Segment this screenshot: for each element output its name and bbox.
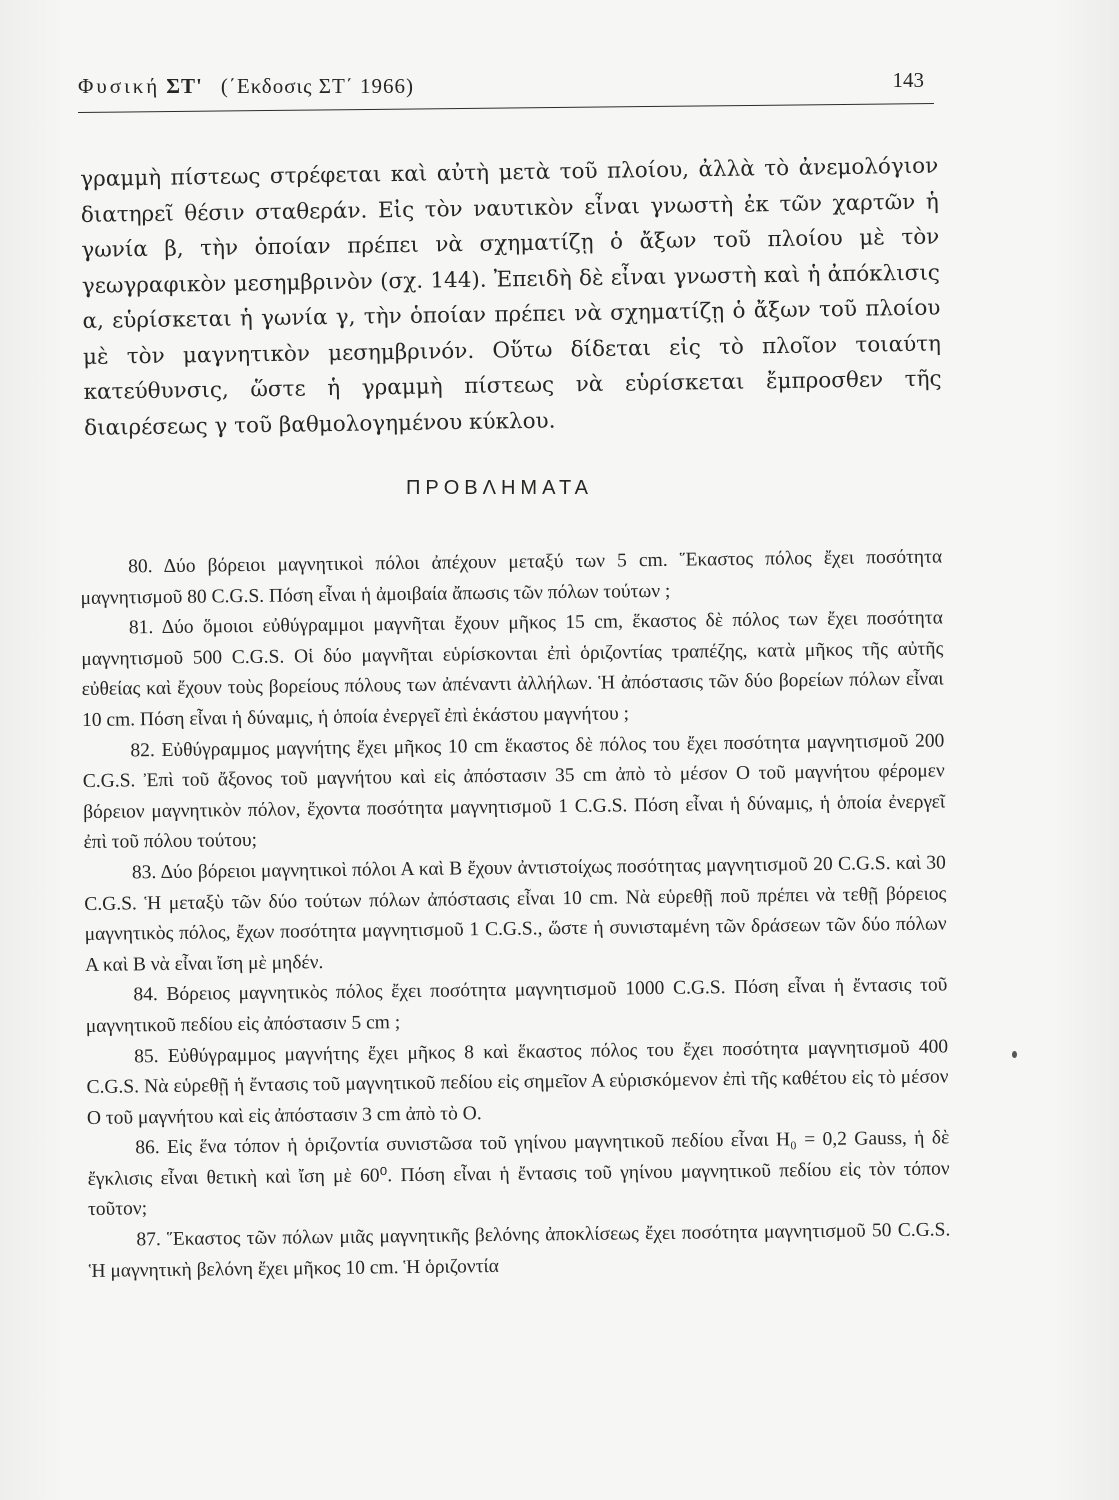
running-header [78,68,934,108]
section-title: ΠΡΟΒΛΗΜΑΤΑ [405,477,594,499]
problem-83: 83. Δύο βόρειοι μαγνητικοὶ πόλοι Α καὶ Β ἔχουν ἀντιστοίχως ποσότητας μαγνητισμοῦ 20 C.G.S. καὶ 30 C.G.S. Ἡ μεταξὺ τῶν δύο τούτων πόλων ἀπόστασις εἶναι 10 cm. Νὰ εὑρεθῇ ποῦ πρέπει νὰ τεθῇ βόρειος μαγνητικὸς πόλος, ἔχων ποσότητα μαγνητισμοῦ 1 C.G.S., ὥστε ἡ συνισταμένη τῶν δράσεων τῶν δύο πόλων Α καὶ Β νὰ εἶναι ἴση μὲ μηδέν. [84,852,947,976]
problem-81: 81. Δύο ὅμοιοι εὐθύγραμμοι μαγνῆται ἔχουν μῆκος 15 cm, ἕκαστος δὲ πόλος των ἔχει ποσότητα μαγνητισμοῦ 500 C.G.S. Οἱ δύο μαγνῆται εὑρίσκονται ἐπὶ ὁριζοντίας τραπέζης, κατὰ μῆκος τῆς αὐτῆς εὐθείας καὶ ἔχουν τοὺς βορείους πόλους των ἀπέναντι ἀλλήλων. Ἡ ἀπόστασις τῶν δύο βορείων πόλων εἶναι 10 cm. Πόση εἶναι ἡ δύναμις, ἡ ὁποία ἐνεργεῖ ἐπὶ ἑκάστου μαγνήτου ; [81,607,944,731]
header-subject: Φυσική [78,74,161,98]
header-title [78,74,414,99]
problem-list [80,542,951,1287]
header-grade: ΣΤ' [166,74,203,98]
ink-speck [1012,1051,1017,1058]
page-number: 143 [892,68,924,92]
problem-82: 82. Εὐθύγραμμος μαγνήτης ἔχει μῆκος 10 cm ἕκαστος δὲ πόλος του ἔχει ποσότητα μαγνητισμοῦ 200 C.G.S. Ἐπὶ τοῦ ἄξονος τοῦ μαγνήτου καὶ εἰς ἀπόστασιν 35 cm ἀπὸ τὸ μέσον Ο τοῦ μαγνήτου φέρομεν βόρειον μαγνητικὸν πόλον, ἔχοντα ποσότητα μαγνητισμοῦ 1 C.G.S. Πόση εἶναι ἡ δύναμις, ἡ ὁποία ἐνεργεῖ ἐπὶ τοῦ πόλου τούτου; [82,730,946,854]
intro-paragraph: γραμμὴ πίστεως στρέφεται καὶ αὐτὴ μετὰ τοῦ πλοίου, ἀλλὰ τὸ ἀνεμολόγιον διατηρεῖ θέσιν σταθεράν. Εἰς τὸν ναυτικὸν εἶναι γνωστὴ ἐκ τῶν χαρτῶν ἡ γωνία β, τὴν ὁποίαν πρέπει νὰ σχηματίζῃ ὁ ἄξων τοῦ πλοίου μὲ τὸν γεωγραφικὸν μεσημβρινὸν (σχ. 144). Ἐπειδὴ δὲ εἶναι γνωστὴ καὶ ἡ ἀπόκλισις α, εὑρίσκεται ἡ γωνία γ, τὴν ὁποίαν πρέπει νὰ σχηματίζῃ ὁ ἄξων τοῦ πλοίου μὲ τὸν μαγνητικὸν μεσημβρινόν. Οὕτω δίδεται εἰς τὸ πλοῖον τοιαύτη κατεύθυνσις, ὥστε ἡ γραμμὴ πίστεως νὰ εὑρίσκεται ἔμπροσθεν τῆς διαιρέσεως γ τοῦ βαθμολογημένου κύκλου. [80,153,942,440]
problem-80: 80. Δύο βόρειοι μαγνητικοὶ πόλοι ἀπέχουν μεταξύ των 5 cm. Ἕκαστος πόλος ἔχει ποσότητα μαγνητισμοῦ 80 C.G.S. Πόση εἶναι ἡ ἀμοιβαία ἄπωσις τῶν πόλων τούτων ; [80,546,943,609]
problem-87: 87. Ἕκαστος τῶν πόλων μιᾶς μαγνητικῆς βελόνης ἀποκλίσεως ἔχει ποσότητα μαγνητισμοῦ 50 C.G.S. Ἡ μαγνητικὴ βελόνη ἔχει μῆκος 10 cm. Ἡ ὁριζοντία [88,1219,951,1282]
problem-84: 84. Βόρειος μαγνητικὸς πόλος ἔχει ποσότητα μαγνητισμοῦ 1000 C.G.S. Πόση εἶναι ἡ ἔντασις τοῦ μαγνητικοῦ πεδίου εἰς ἀπόστασιν 5 cm ; [85,974,948,1037]
header-edition: (΄Εκδοσις ΣΤ΄ 1966) [220,74,415,98]
problem-86: 86. Εἰς ἕνα τόπον ἡ ὁριζοντία συνιστῶσα τοῦ γηίνου μαγνητικοῦ πεδίου εἶναι H₀ = 0,2 Gauss, ἡ δὲ ἔγκλισις εἶναι θετικὴ καὶ ἴση μὲ 60⁰. Πόση εἶναι ἡ ἔντασις τοῦ γηίνου μαγνητικοῦ πεδίου εἰς τὸν τόπον τοῦτον; [87,1127,950,1221]
problem-85: 85. Εὐθύγραμμος μαγνήτης ἔχει μῆκος 8 καὶ ἕκαστος πόλος του ἔχει ποσότητα μαγνητισμοῦ 400 C.G.S. Νὰ εὑρεθῇ ἡ ἔντασις τοῦ μαγνητικοῦ πεδίου εἰς σημεῖον Α εὑρισκόμενον ἐπὶ τῆς καθέτου εἰς τὸ μέσον Ο τοῦ μαγνήτου καὶ εἰς ἀπόστασιν 3 cm ἀπὸ τὸ Ο. [86,1035,949,1129]
